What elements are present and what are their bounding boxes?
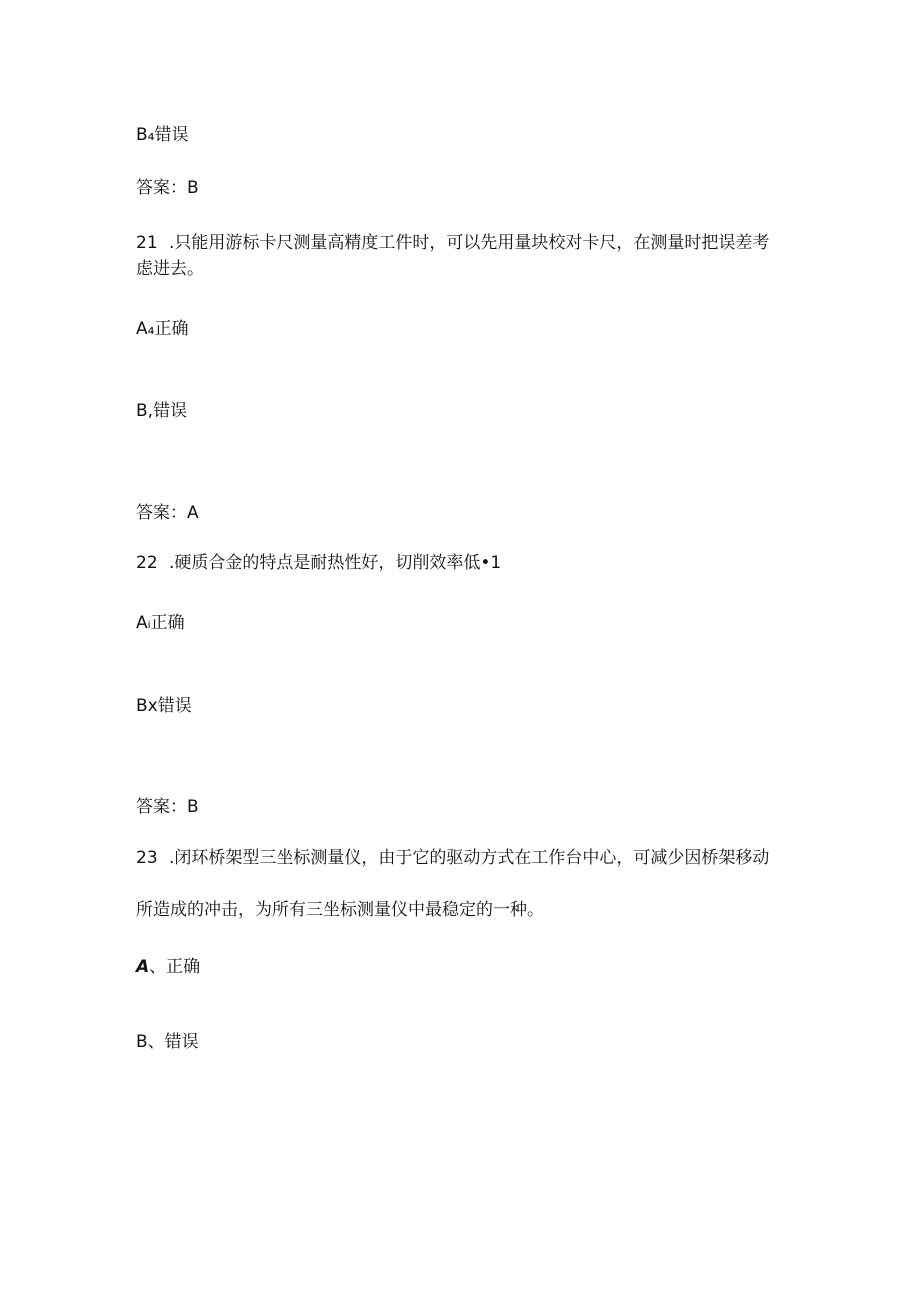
q21-option-b: B,错误 <box>136 401 188 421</box>
question-number: 22 <box>136 553 158 573</box>
question-23 <box>136 847 769 869</box>
q23-option-a <box>136 956 200 978</box>
q22-answer: 答案：B <box>136 797 199 817</box>
q23-option-b: B、错误 <box>136 1032 199 1052</box>
question-23-continued: 所造成的冲击，为所有三坐标测量仪中最稳定的一种。 <box>136 900 544 920</box>
question-21 <box>136 232 769 254</box>
question-22 <box>136 552 501 574</box>
option-b-wrong: B₄错误 <box>136 125 189 145</box>
question-number: 21 <box>136 233 158 253</box>
q22-option-b: Bx错误 <box>136 696 192 716</box>
q21-option-a: A₄正确 <box>136 319 189 339</box>
question-number: 23 <box>136 848 158 868</box>
option-text: 、正确 <box>149 957 201 977</box>
question-text: .闭环桥架型三坐标测量仪，由于它的驱动方式在工作台中心，可减少因桥架移动 <box>169 848 770 868</box>
question-text: .硬质合金的特点是耐热性好，切削效率低•1 <box>169 553 502 573</box>
q21-answer: 答案：A <box>136 503 199 523</box>
question-21-continued: 虑进去。 <box>136 259 204 279</box>
q22-option-a: Aᵢ正确 <box>136 613 185 633</box>
question-text: .只能用游标卡尺测量高精度工件时，可以先用量块校对卡尺，在测量时把误差考 <box>169 233 770 253</box>
answer-line: 答案：B <box>136 178 199 198</box>
option-letter: A <box>136 957 150 977</box>
